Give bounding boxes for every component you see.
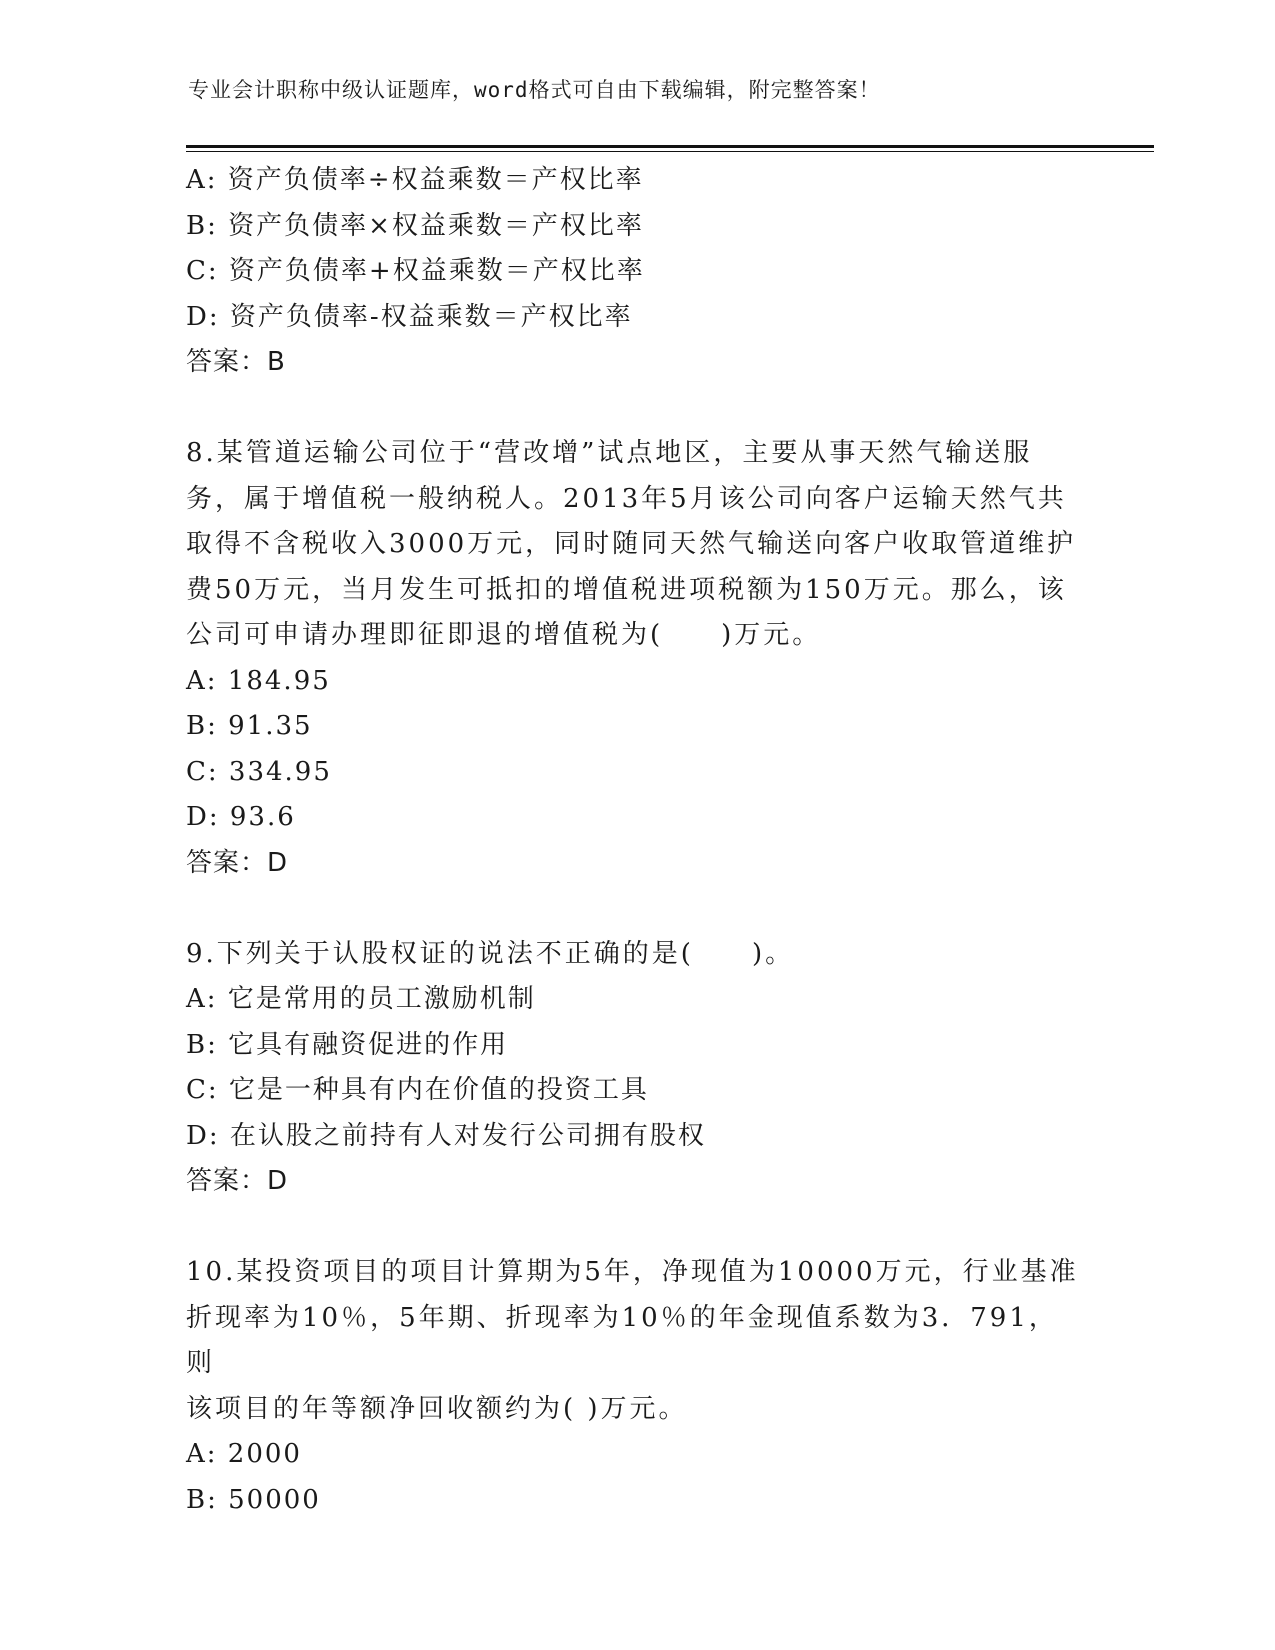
question-text-line: 务，属于增值税一般纳税人。2013年5月该公司向客户运输天然气共	[186, 483, 1067, 514]
question-text-line: 公司可申请办理即征即退的增值税为( )万元。	[186, 620, 822, 650]
question-text-line: 取得不含税收入3000万元，同时随同天然气输送向客户收取管道维护	[186, 529, 1077, 559]
header-rule-thick	[186, 145, 1154, 148]
question-7	[186, 158, 1086, 386]
question-list	[186, 158, 1086, 1523]
option-b: B: 资产负债率×权益乘数＝产权比率	[186, 210, 644, 241]
question-text-line: 9.下列关于认股权证的说法不正确的是( )。	[186, 938, 795, 969]
option-a: A: 184.95	[186, 665, 331, 696]
question-text-line: 10.某投资项目的项目计算期为5年，净现值为10000万元，行业基准	[186, 1257, 1079, 1287]
option-a: A: 2000	[186, 1439, 302, 1469]
document-header: 专业会计职称中级认证题库，word格式可自由下载编辑，附完整答案！	[188, 78, 881, 102]
option-c: C: 它是一种具有内在价值的投资工具	[186, 1075, 649, 1105]
question-text-line: 8.某管道运输公司位于“营改增”试点地区，主要从事天然气输送服	[186, 438, 1033, 468]
question-8	[186, 431, 1086, 886]
option-b: B: 它具有融资促进的作用	[186, 1029, 509, 1060]
option-b: B: 50000	[186, 1484, 321, 1515]
header-rule-thin	[186, 151, 1154, 152]
question-text-line: 该项目的年等额净回收额约为( )万元。	[186, 1393, 688, 1424]
question-9	[186, 932, 1086, 1205]
option-c: C: 资产负债率+权益乘数＝产权比率	[186, 256, 645, 286]
answer: 答案：D	[186, 847, 289, 878]
answer: 答案：B	[186, 347, 286, 377]
answer: 答案：D	[186, 1166, 289, 1196]
option-b: B: 91.35	[186, 711, 313, 741]
option-c: C: 334.95	[186, 756, 332, 787]
question-text-line: 费50万元，当月发生可抵扣的增值税进项税额为150万元。那么，该	[186, 574, 1067, 605]
option-d: D: 93.6	[186, 802, 296, 832]
option-d: D: 在认股之前持有人对发行公司拥有股权	[186, 1120, 706, 1151]
option-a: A: 资产负债率÷权益乘数＝产权比率	[186, 165, 644, 195]
question-10	[186, 1250, 1086, 1523]
option-d: D: 资产负债率-权益乘数＝产权比率	[186, 301, 633, 332]
option-a: A: 它是常用的员工激励机制	[186, 984, 536, 1014]
question-text-line: 折现率为10％，5年期、折现率为10％的年金现值系数为3．791，则	[186, 1302, 1058, 1378]
